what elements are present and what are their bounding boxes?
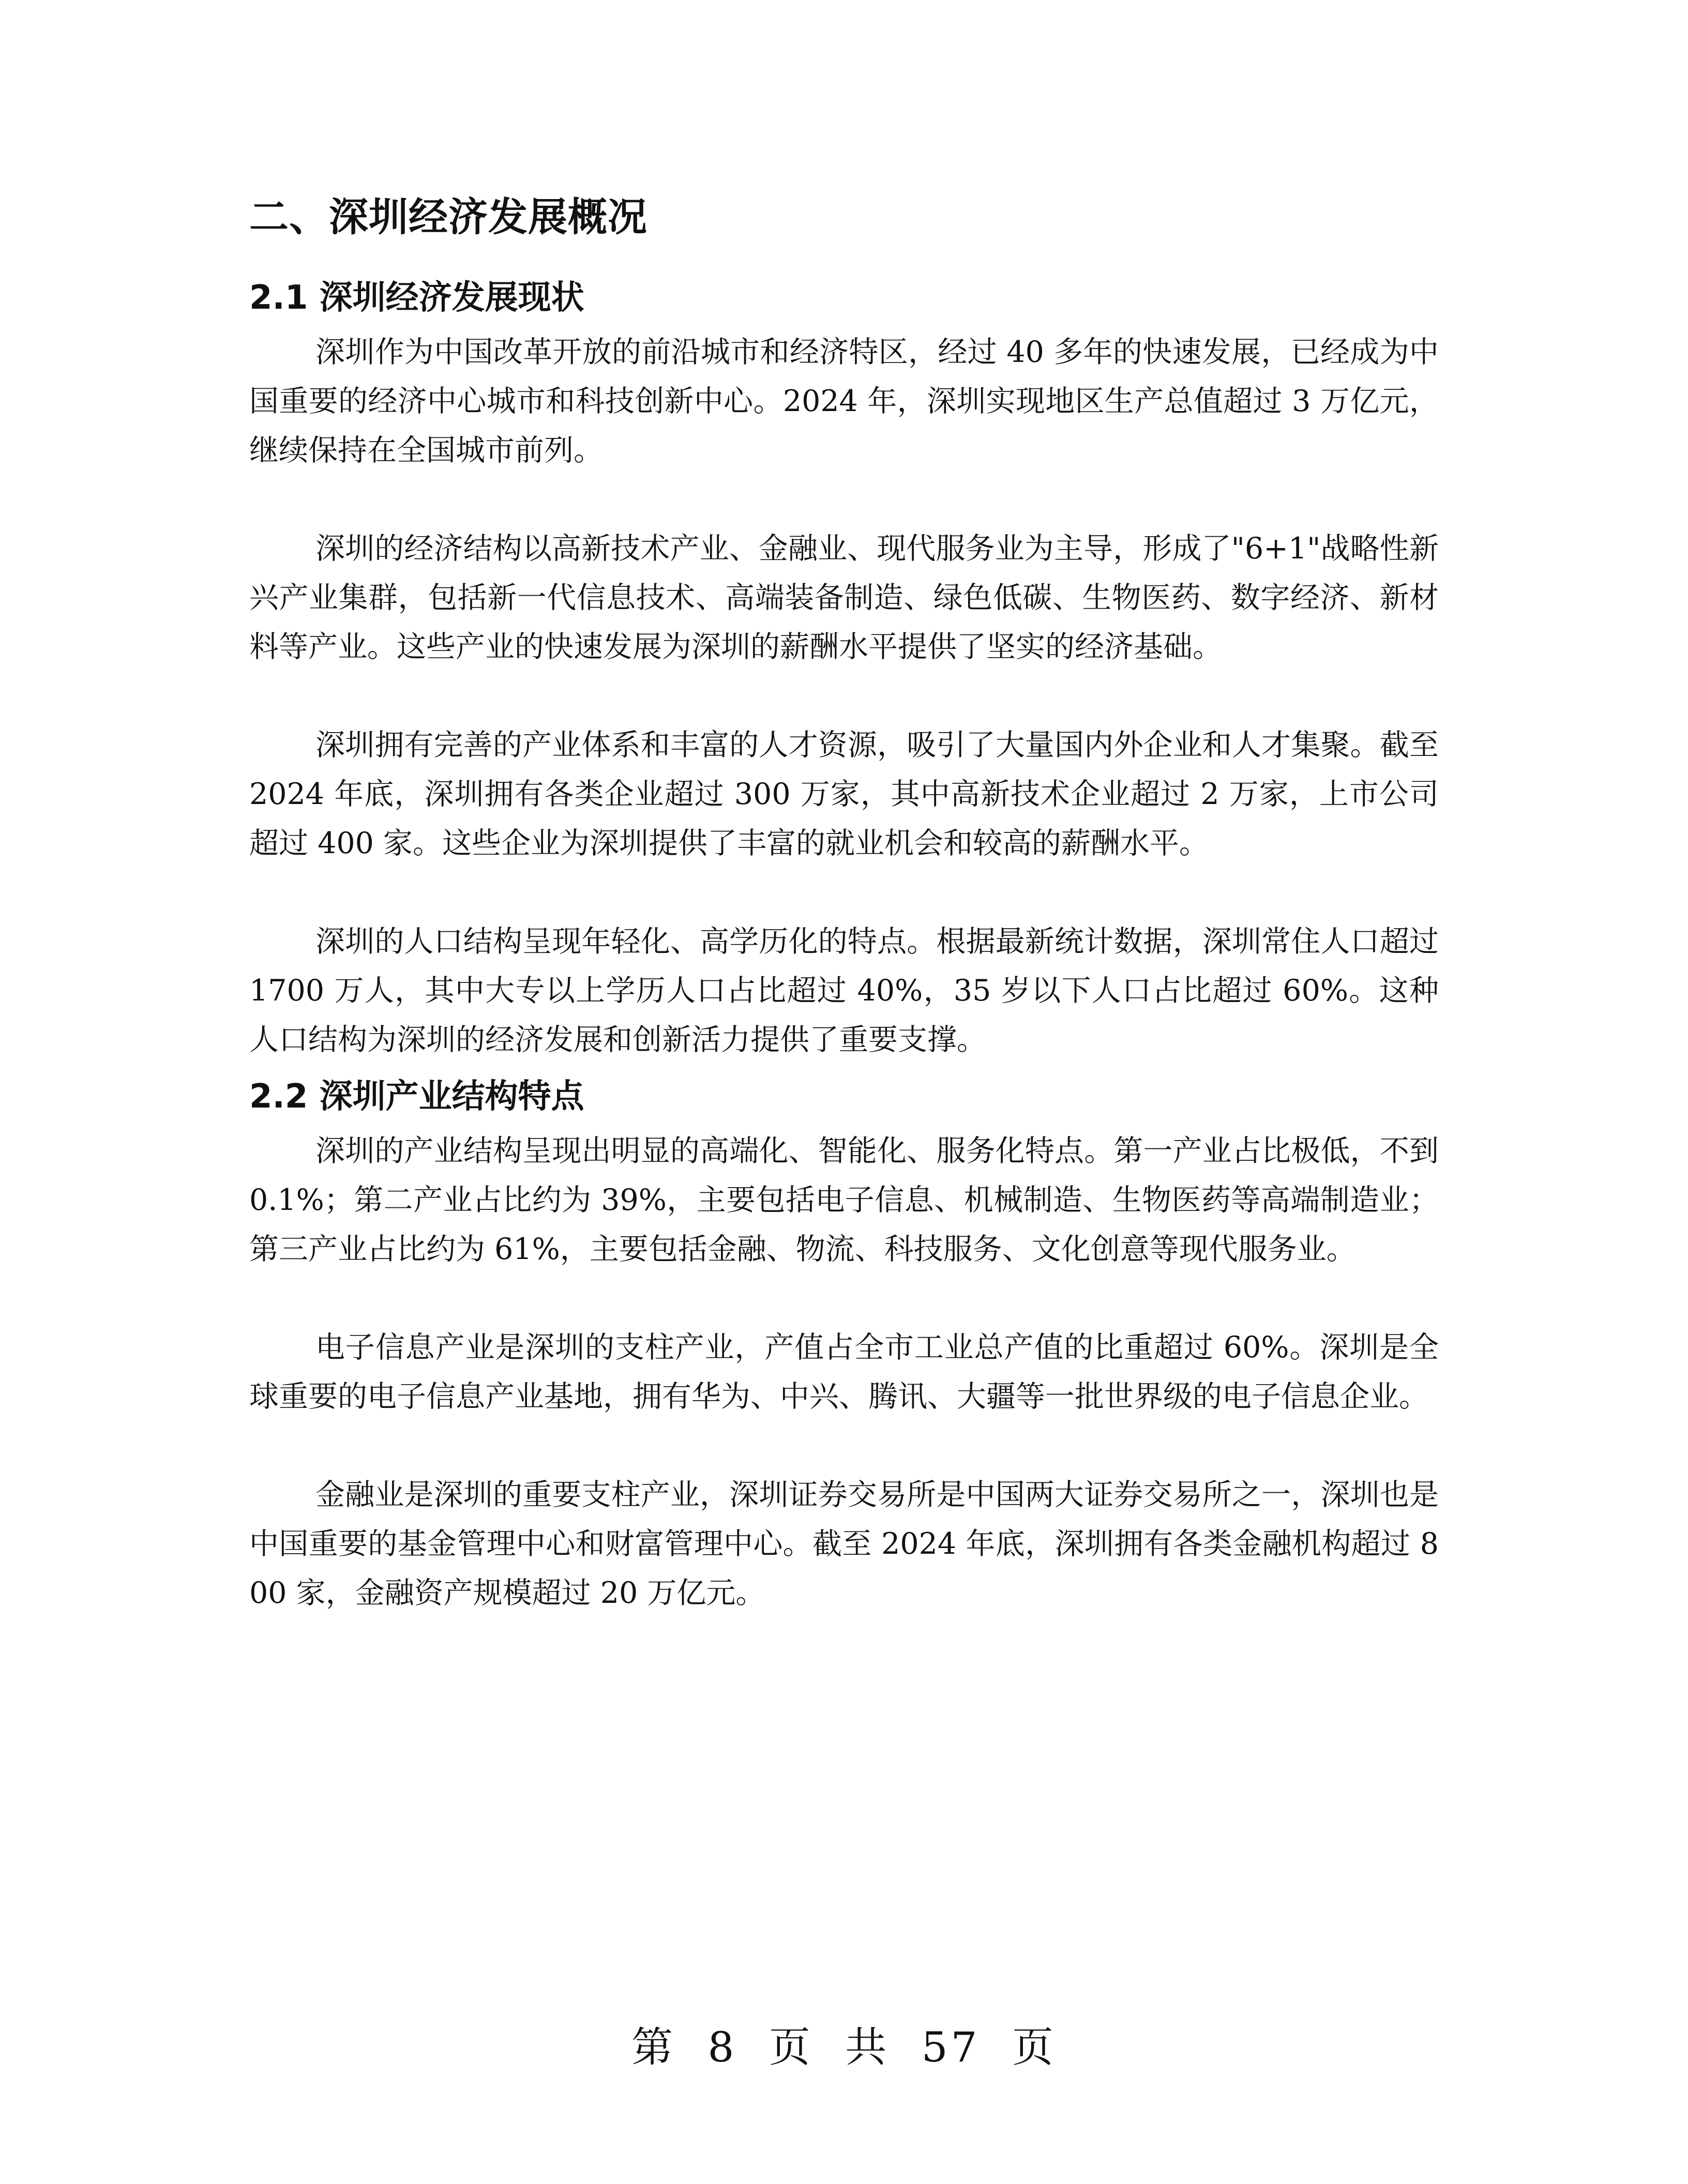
page-number-footer: 第 8 页 共 57 页 <box>631 2023 1057 2071</box>
paragraph: 电子信息产业是深圳的支柱产业，产值占全市工业总产值的比重超过 60%。深圳是全球重要的电子信息产业基地，拥有华为、中兴、腾讯、大疆等一批世界级的电子信息企业。 <box>249 1330 1439 1414</box>
paragraph: 深圳作为中国改革开放的前沿城市和经济特区，经过 40 多年的快速发展，已经成为中国重要的经济中心城市和科技创新中心。2024 年，深圳实现地区生产总值超过 3 万亿元，继续保持在全国城市前列。 <box>249 335 1439 467</box>
paragraph: 深圳的人口结构呈现年轻化、高学历化的特点。根据最新统计数据，深圳常住人口超过 1700 万人，其中大专以上学历人口占比超过 40%，35 岁以下人口占比超过 60%。这种人口结构为深圳的经济发展和创新活力提供了重要支撑。 <box>249 924 1439 1057</box>
paragraph: 金融业是深圳的重要支柱产业，深圳证券交易所是中国两大证券交易所之一，深圳也是中国重要的基金管理中心和财富管理中心。截至 2024 年底，深圳拥有各类金融机构超过 800 家，金融资产规模超过 20 万亿元。 <box>249 1478 1439 1610</box>
page-content <box>249 186 1439 1618</box>
section-title: 二、深圳经济发展概况 <box>249 194 647 240</box>
paragraph: 深圳拥有完善的产业体系和丰富的人才资源，吸引了大量国内外企业和人才集聚。截至 2024 年底，深圳拥有各类企业超过 300 万家，其中高新技术企业超过 2 万家，上市公司超过 400 家。这些企业为深圳提供了丰富的就业机会和较高的薪酬水平。 <box>249 728 1439 860</box>
subsection-title-2-1: 2.1 深圳经济发展现状 <box>249 279 584 317</box>
paragraph: 深圳的经济结构以高新技术产业、金融业、现代服务业为主导，形成了"6+1"战略性新兴产业集群，包括新一代信息技术、高端装备制造、绿色低碳、生物医药、数字经济、新材料等产业。这些产业的快速发展为深圳的薪酬水平提供了坚实的经济基础。 <box>249 532 1439 664</box>
paragraph: 深圳的产业结构呈现出明显的高端化、智能化、服务化特点。第一产业占比极低，不到 0.1%；第二产业占比约为 39%，主要包括电子信息、机械制造、生物医药等高端制造业；第三产业占比约为 61%，主要包括金融、物流、科技服务、文化创意等现代服务业。 <box>249 1134 1439 1266</box>
subsection-title-2-2: 2.2 深圳产业结构特点 <box>249 1078 584 1116</box>
